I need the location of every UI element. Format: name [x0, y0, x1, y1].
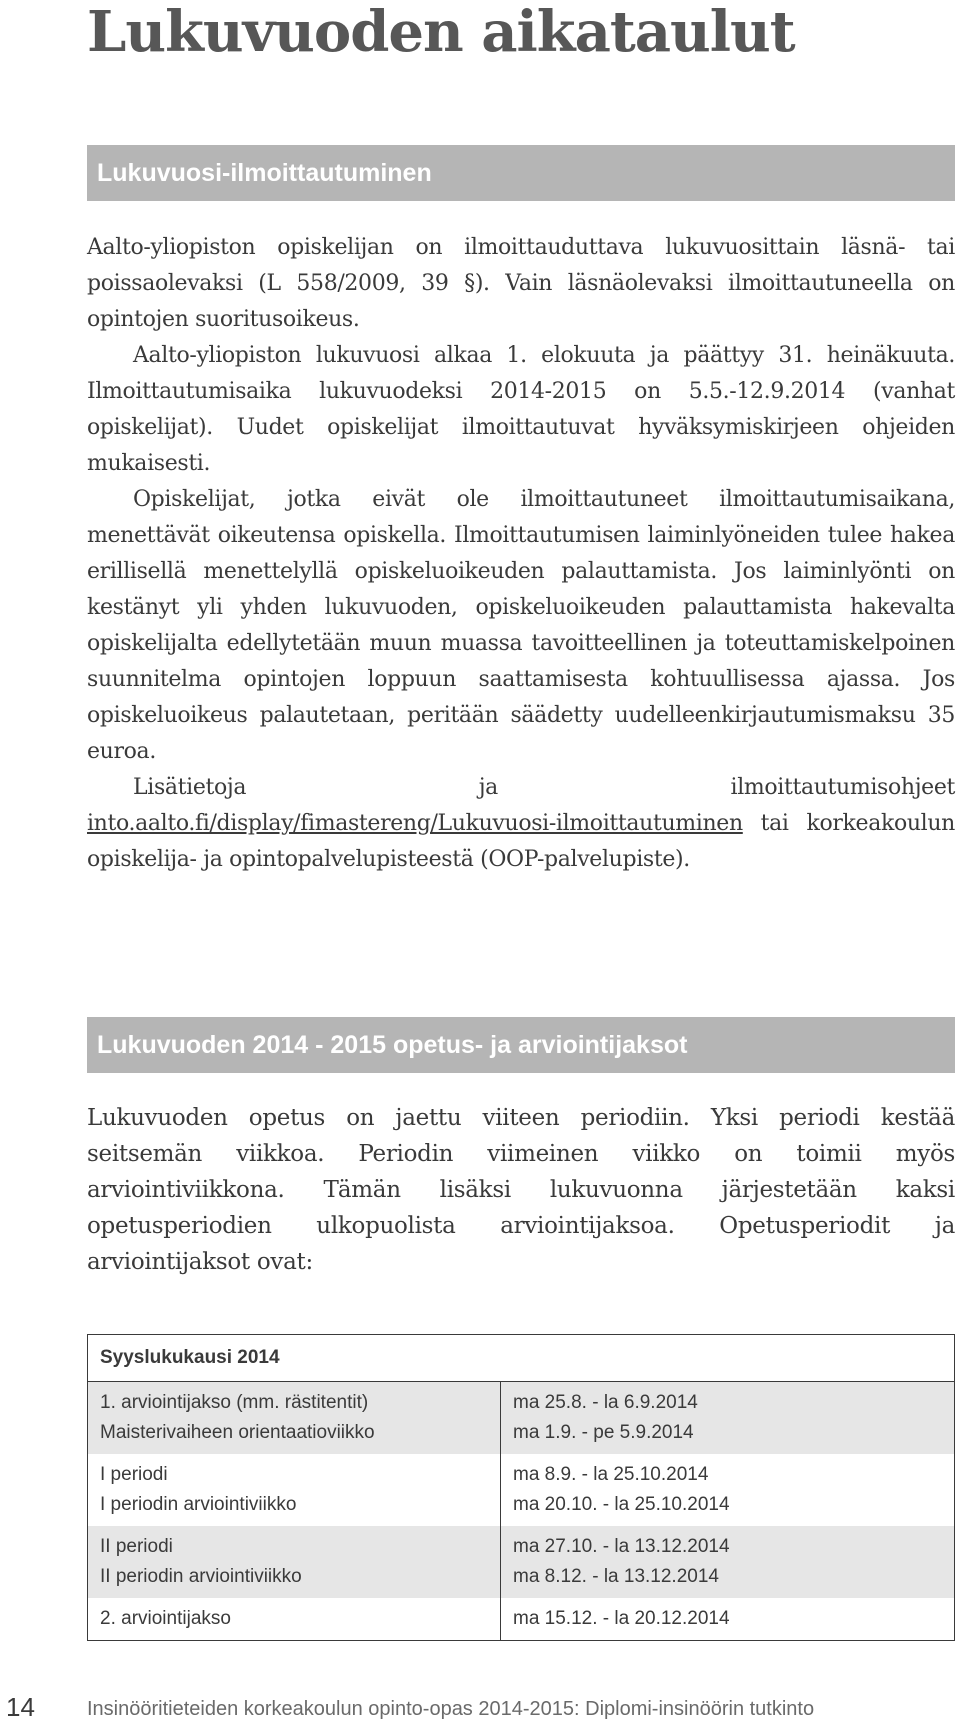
paragraph: Aalto-yliopiston opiskelijan on ilmoittauduttava lukuvuosittain läsnä- tai poissaolevaksi (L 558/2009, 39 §). Vain läsnäolevaksi ilmoittautuneella on opintojen suoritusoikeus.: [87, 235, 955, 332]
schedule-header: Syyslukukausi 2014: [88, 1335, 955, 1382]
periods-text: [87, 1100, 955, 1280]
period-label: Maisterivaiheen orientaatioviikko: [100, 1422, 375, 1443]
paragraph: Lukuvuoden opetus on jaettu viiteen periodiin. Yksi periodi kestää seitsemän viikkoa. Periodin viimeinen viikko on toimii myös arviointiviikkona. Tämän lisäksi lukuvuonna järjestetään kaksi opetusperiodien ulkopuolista arviointijaksoa. Opetusperiodit ja arviointijaksot ovat:: [87, 1105, 955, 1275]
section-heading-periods: Lukuvuoden 2014 - 2015 opetus- ja arviointijaksot: [87, 1017, 955, 1073]
period-date: ma 27.10. - la 13.12.2014: [513, 1536, 730, 1557]
page-number: 14: [6, 1692, 35, 1722]
table-row: [88, 1526, 955, 1598]
period-label: I periodi: [100, 1464, 168, 1485]
paragraph: Aalto-yliopiston lukuvuosi alkaa 1. elokuuta ja päättyy 31. heinäkuuta. Ilmoittautumisaika lukuvuodeksi 2014-2015 on 5.5.-12.9.2014 (vanhat opiskelijat). Uudet opiskelijat ilmoittautuvat hyväksymiskirjeen ohjeiden mukaisesti.: [87, 343, 955, 476]
table-row: [88, 1454, 955, 1526]
period-date: ma 15.12. - la 20.12.2014: [513, 1608, 730, 1629]
table-row: [88, 1598, 955, 1641]
info-suffix: tai korkeakoulun opiskelija- ja opintopalvelupisteestä (OOP-palvelupiste).: [87, 811, 955, 872]
footer-text: Insinööritieteiden korkeakoulun opinto-opas 2014-2015: Diplomi-insinöörin tutkinto: [87, 1698, 815, 1720]
registration-text: [87, 230, 955, 878]
period-date: ma 8.9. - la 25.10.2014: [513, 1464, 709, 1485]
paragraph: Opiskelijat, jotka eivät ole ilmoittautuneet ilmoittautumisaikana, menettävät oikeutensa opiskella. Ilmoittautumisen laiminlyöneiden tulee hakea erillisellä menettelyllä opiskeluoikeuden palauttamista. Jos laiminlyönti on kestänyt yli yhden lukuvuoden, opiskeluoikeuden palauttamista hakevalta opiskelijalta edellytetään muun muassa tavoitteellinen ja toteuttamiskelpoinen suunnitelma opintojen loppuun saattamisesta kohtuullisessa ajassa. Jos opiskeluoikeus palautetaan, peritään säädetty uudelleenkirjautumismaksu 35 euroa.: [87, 487, 955, 764]
into-aalto-link[interactable]: into.aalto.fi/display/fimastereng/Lukuvuosi-ilmoittautuminen: [87, 811, 743, 836]
period-date: ma 20.10. - la 25.10.2014: [513, 1494, 730, 1515]
period-label: 2. arviointijakso: [100, 1608, 231, 1629]
section-heading-registration: Lukuvuosi-ilmoittautuminen: [87, 145, 955, 201]
period-date: ma 1.9. - pe 5.9.2014: [513, 1422, 694, 1443]
period-date: ma 8.12. - la 13.12.2014: [513, 1566, 719, 1587]
period-label: II periodin arviointiviikko: [100, 1566, 302, 1587]
period-label: I periodin arviointiviikko: [100, 1494, 297, 1515]
info-prefix: Lisätietoja ja ilmoittautumisohjeet: [133, 775, 955, 800]
period-date: ma 25.8. - la 6.9.2014: [513, 1392, 698, 1413]
paragraph: [87, 770, 955, 878]
period-label: 1. arviointijakso (mm. rästitentit): [100, 1392, 369, 1413]
period-label: II periodi: [100, 1536, 173, 1557]
schedule-table: [87, 1334, 955, 1641]
table-row: [88, 1382, 955, 1455]
page-title: Lukuvuoden aikataulut: [87, 0, 795, 65]
